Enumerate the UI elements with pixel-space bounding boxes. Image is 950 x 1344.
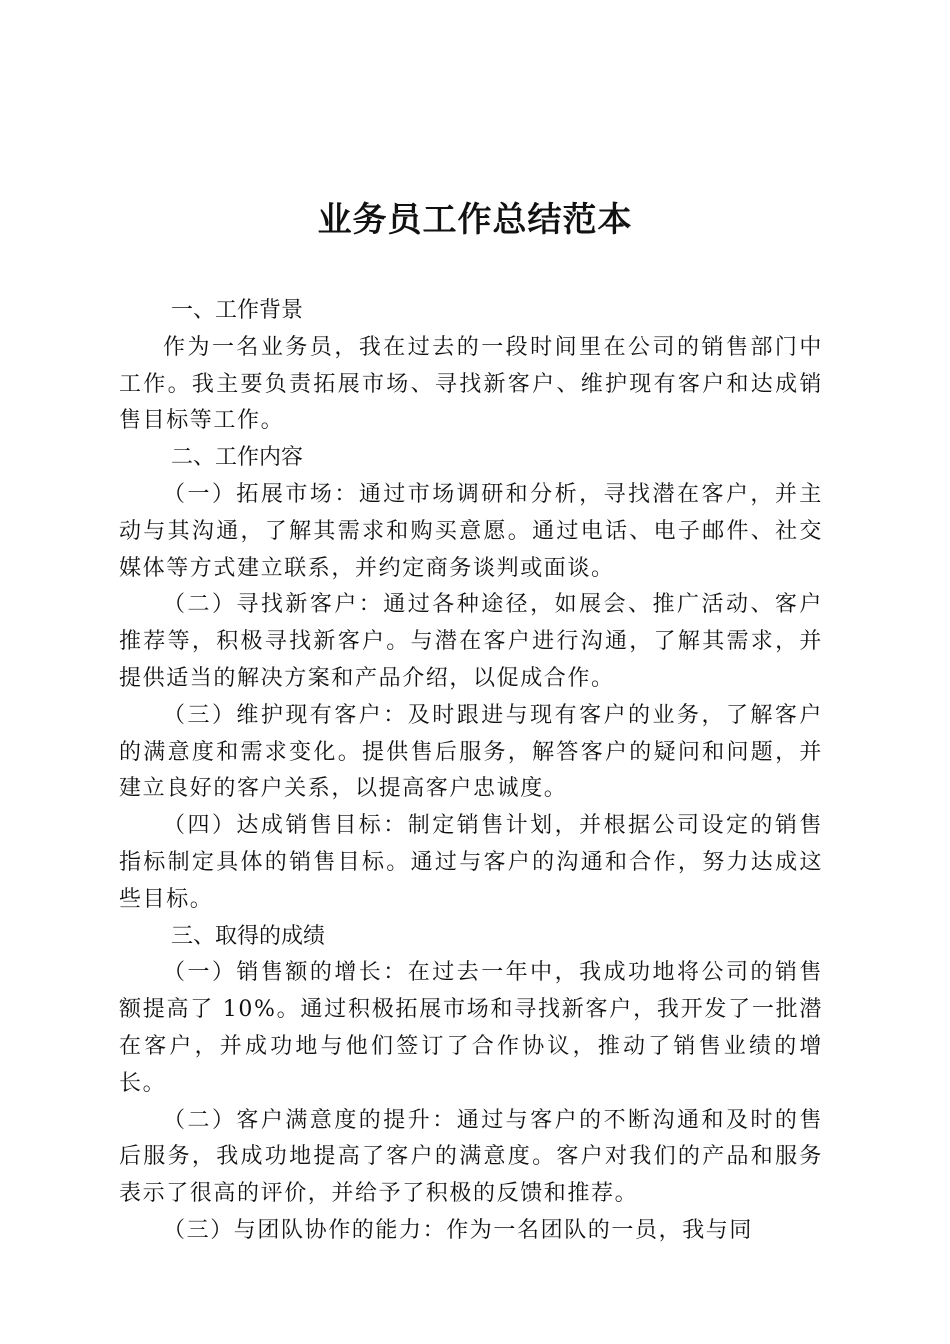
- section-heading-background: 一、工作背景: [171, 298, 304, 323]
- paragraph-text: 作为一名团队的一员，我与同: [446, 1217, 754, 1243]
- paragraph-new-customers: [119, 587, 823, 697]
- paragraph-expand-market: [119, 477, 823, 587]
- document-body: [119, 293, 823, 1250]
- paragraph-lead: （一）销售额的增长：: [163, 960, 408, 986]
- paragraph-text: 作为一名业务员，我在过去的一段时间里在公司的销售部门中工作。我主要负责拓展市场、寻找新客户、维护现有客户和达成销售目标等工作。: [119, 334, 823, 434]
- paragraph-background: [119, 330, 823, 440]
- paragraph-lead: （四）达成销售目标：: [163, 813, 408, 839]
- paragraph-lead: （三）维护现有客户：: [163, 702, 408, 728]
- paragraph-maintain-customers: [119, 698, 823, 808]
- paragraph-lead: （三）与团队协作的能力：: [163, 1217, 447, 1243]
- paragraph-sales-growth: [119, 955, 823, 1102]
- paragraph-lead: （二）客户满意度的提升：: [163, 1107, 457, 1133]
- section-heading-content: 二、工作内容: [171, 445, 304, 471]
- paragraph-lead: （二）寻找新客户：: [163, 592, 384, 618]
- paragraph-sales-target: [119, 808, 823, 918]
- document-title: 业务员工作总结范本: [317, 200, 633, 240]
- paragraph-text: 及时跟进与现有客户的业务，了解客户的满意度和需求变化。提供售后服务，解答客户的疑问和问题，并建立良好的客户关系，以提高客户忠诚度。: [119, 702, 823, 802]
- paragraph-satisfaction: [119, 1103, 823, 1213]
- paragraph-text: 通过各种途径，如展会、推广活动、客户推荐等，积极寻找新客户。与潜在客户进行沟通，了解其需求，并提供适当的解决方案和产品介绍，以促成合作。: [119, 592, 823, 691]
- paragraph-text: 通过市场调研和分析，寻找潜在客户，并主动与其沟通，了解其需求和购买意愿。通过电话、电子邮件、社交媒体等方式建立联系，并约定商务谈判或面谈。: [119, 481, 823, 581]
- paragraph-lead: （一）拓展市场：: [163, 481, 359, 507]
- section-heading-achievements: 三、取得的成绩: [171, 923, 326, 949]
- paragraph-text: 通过与客户的不断沟通和及时的售后服务，我成功地提高了客户的满意度。客户对我们的产品和服务表示了很高的评价，并给予了积极的反馈和推荐。: [119, 1107, 823, 1207]
- paragraph-text: 制定销售计划，并根据公司设定的销售指标制定具体的销售目标。通过与客户的沟通和合作，努力达成这些目标。: [119, 813, 823, 912]
- paragraph-text: 在过去一年中，我成功地将公司的销售额提高了 10%。通过积极拓展市场和寻找新客户，我开发了一批潜在客户，并成功地与他们签订了合作协议，推动了销售业绩的增长。: [119, 960, 823, 1096]
- paragraph-teamwork: [119, 1213, 823, 1250]
